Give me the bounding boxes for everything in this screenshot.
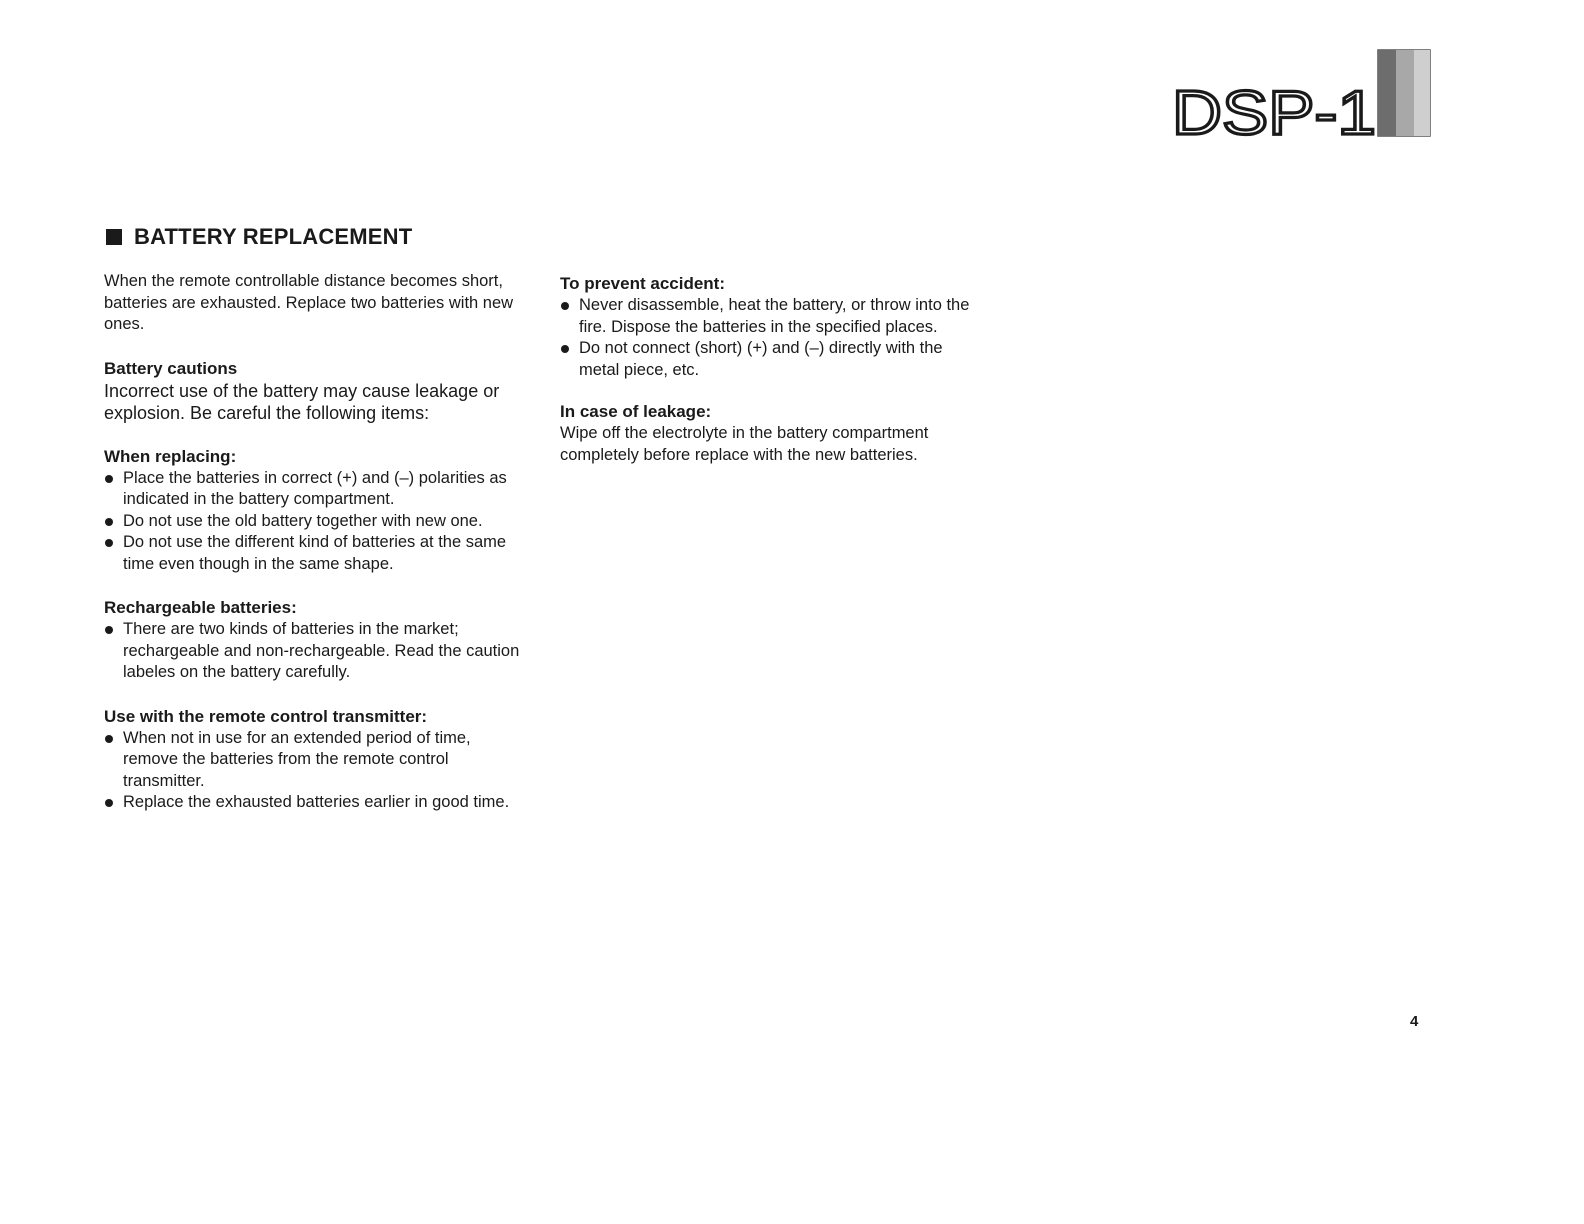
bullet-icon — [105, 539, 113, 547]
left-column — [104, 271, 524, 814]
remote-heading: Use with the remote control transmitter: — [104, 706, 428, 726]
heading-square-marker — [106, 229, 122, 245]
right-column — [560, 273, 980, 466]
list-item-text: Do not use the old battery together with new one. — [123, 511, 483, 530]
list-item — [104, 532, 524, 575]
bullet-icon — [105, 475, 113, 483]
list-item-text: There are two kinds of batteries in the market; rechargeable and non-rechargeable. Read the caution labeles on the battery carefully. — [123, 620, 520, 681]
leakage-text: Wipe off the electrolyte in the battery compartment completely before replace with the new batteries. — [560, 424, 929, 464]
list-item-text: Do not use the different kind of batteries at the same time even though in the same shape. — [123, 533, 507, 573]
section-title: BATTERY REPLACEMENT — [134, 224, 413, 249]
bullet-icon — [105, 799, 113, 807]
logo-block — [1378, 50, 1430, 136]
replacing-list — [104, 468, 524, 576]
list-item-text: Never disassemble, heat the battery, or throw into the fire. Dispose the batteries in the specified places. — [579, 296, 970, 336]
dsp-1-logo — [1172, 46, 1434, 142]
intro-paragraph: When the remote controllable distance becomes short, batteries are exhausted. Replace two batteries with new ones. — [104, 272, 514, 333]
list-item — [560, 295, 980, 338]
bullet-icon — [105, 735, 113, 743]
list-item — [104, 728, 524, 793]
list-item-text: When not in use for an extended period of time, remove the batteries from the remote control transmitter. — [123, 728, 471, 790]
page-number: 4 — [1410, 1013, 1419, 1030]
section-heading — [106, 224, 412, 250]
list-item-text: Do not connect (short) (+) and (–) directly with the metal piece, etc. — [579, 339, 943, 379]
logo-text: DSP-1 — [1172, 79, 1376, 142]
bullet-icon — [105, 518, 113, 526]
list-item — [104, 511, 524, 533]
bullet-icon — [105, 626, 113, 634]
bullet-icon — [561, 302, 569, 310]
rechargeable-heading: Rechargeable batteries: — [104, 598, 297, 617]
list-item — [560, 338, 980, 381]
cautions-heading: Battery cautions — [104, 358, 238, 378]
replacing-heading: When replacing: — [104, 446, 237, 466]
list-item — [104, 468, 524, 511]
accident-heading: To prevent accident: — [560, 274, 725, 293]
rechargeable-list — [104, 619, 524, 684]
list-item — [104, 619, 524, 684]
remote-list — [104, 728, 524, 814]
list-item — [104, 792, 524, 814]
list-item-text: Replace the exhausted batteries earlier in good time. — [123, 793, 510, 811]
leakage-heading: In case of leakage: — [560, 402, 712, 421]
bullet-icon — [561, 345, 569, 353]
cautions-text: Incorrect use of the battery may cause leakage or explosion. Be careful the following items: — [104, 380, 500, 423]
list-item-text: Place the batteries in correct (+) and (–) polarities as indicated in the battery compartment. — [123, 468, 507, 508]
accident-list — [560, 295, 980, 381]
